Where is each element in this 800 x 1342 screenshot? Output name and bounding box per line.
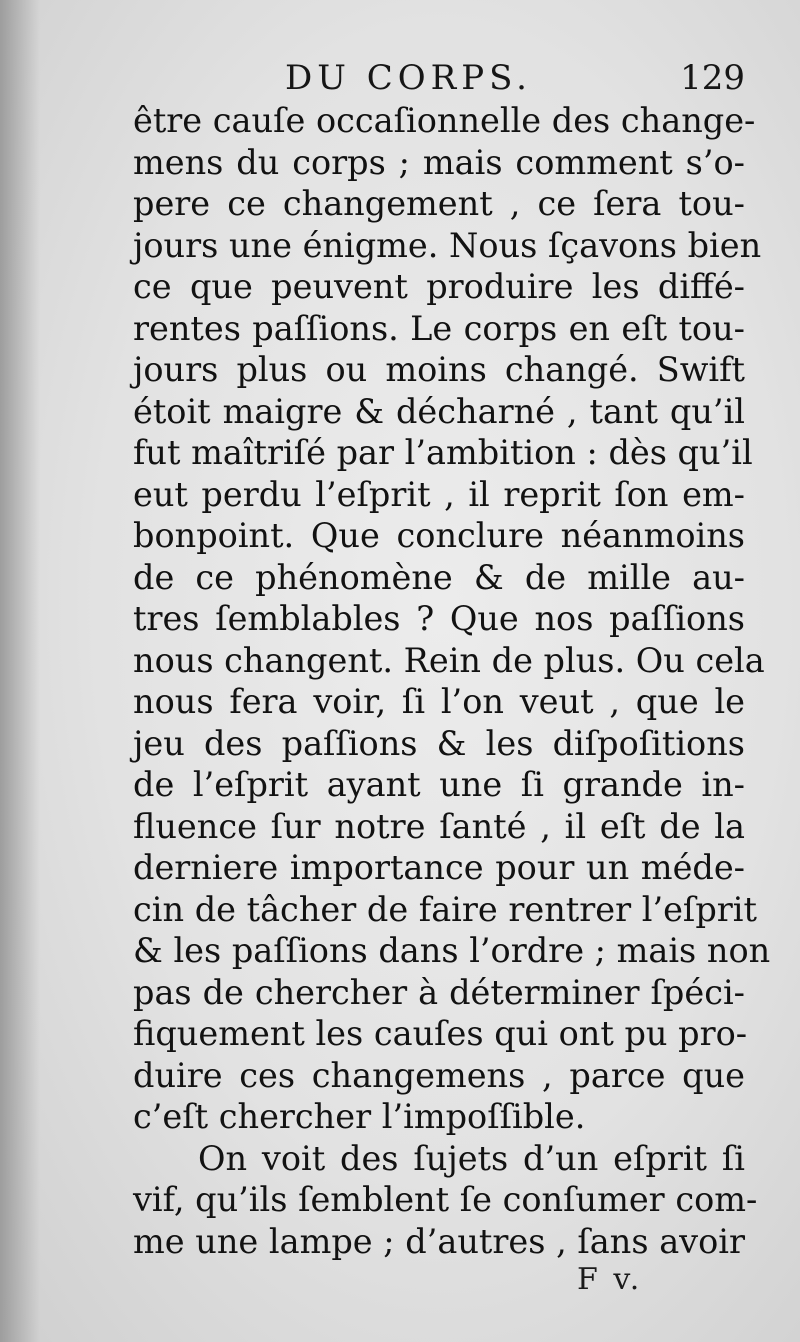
text-line: bonpoint. Que conclure néanmoins — [133, 516, 745, 555]
text-line: jours plus ou moins changé. Swift — [133, 350, 745, 389]
text-line: fluence ſur notre ſanté , il eſt de la — [133, 806, 745, 846]
running-head — [135, 58, 745, 98]
text-line: rentes paſſions. Le corps en eſt tou- — [133, 308, 745, 348]
text-line: être cauſe occaſionnelle des change- — [133, 101, 756, 140]
text-line: pas de chercher à déterminer ſpéci- — [133, 972, 745, 1012]
text-body — [133, 100, 771, 1262]
text-line: fut maîtriſé par l’ambition : dès qu’il — [133, 433, 753, 472]
text-line: fiquement les cauſes qui ont pu pro- — [133, 1014, 748, 1053]
text-line: eut perdu l’eſprit , il reprit ſon em- — [133, 474, 745, 514]
text-line: tres ſemblables ? Que nos paſſions — [133, 599, 745, 638]
paragraph-end-line: c’eſt chercher l’impoſſible. — [133, 1097, 586, 1136]
running-title: DU CORPS. — [285, 58, 532, 98]
gutter-shadow — [0, 0, 40, 1342]
signature-mark: F v. — [577, 1262, 643, 1297]
text-line: de l’eſprit ayant une ſi grande in- — [133, 765, 745, 804]
text-line: nous fera voir, ſi l’on veut , que le — [133, 682, 745, 721]
text-line: mens du corps ; mais comment s’o- — [133, 142, 745, 182]
text-line: pere ce changement , ce ſera tou- — [133, 184, 745, 223]
text-line: étoit maigre & décharné , tant qu’il — [133, 391, 745, 431]
text-line: vif, qu’ils ſemblent ſe conſumer com- — [133, 1180, 758, 1219]
paragraph-start-line: On voit des ſujets d’un eſprit ſi — [198, 1138, 745, 1178]
text-line: ce que peuvent produire les diffé- — [133, 267, 745, 306]
text-line: & les paſſions dans l’ordre ; mais non — [133, 931, 771, 970]
text-line: derniere importance pour un méde- — [133, 848, 745, 887]
text-line: de ce phénomène & de mille au- — [133, 557, 745, 597]
page-number: 129 — [680, 58, 745, 98]
text-line: cin de tâcher de faire rentrer l’eſprit — [133, 889, 757, 929]
text-line: jeu des paſſions & les diſpoſitions — [133, 723, 745, 763]
text-line: duire ces changemens , parce que — [133, 1055, 745, 1095]
text-line: nous changent. Rein de plus. Ou cela — [133, 640, 765, 680]
text-line: me une lampe ; d’autres , ſans avoir — [133, 1221, 745, 1261]
text-line: jours une énigme. Nous ſçavons bien — [133, 225, 762, 265]
